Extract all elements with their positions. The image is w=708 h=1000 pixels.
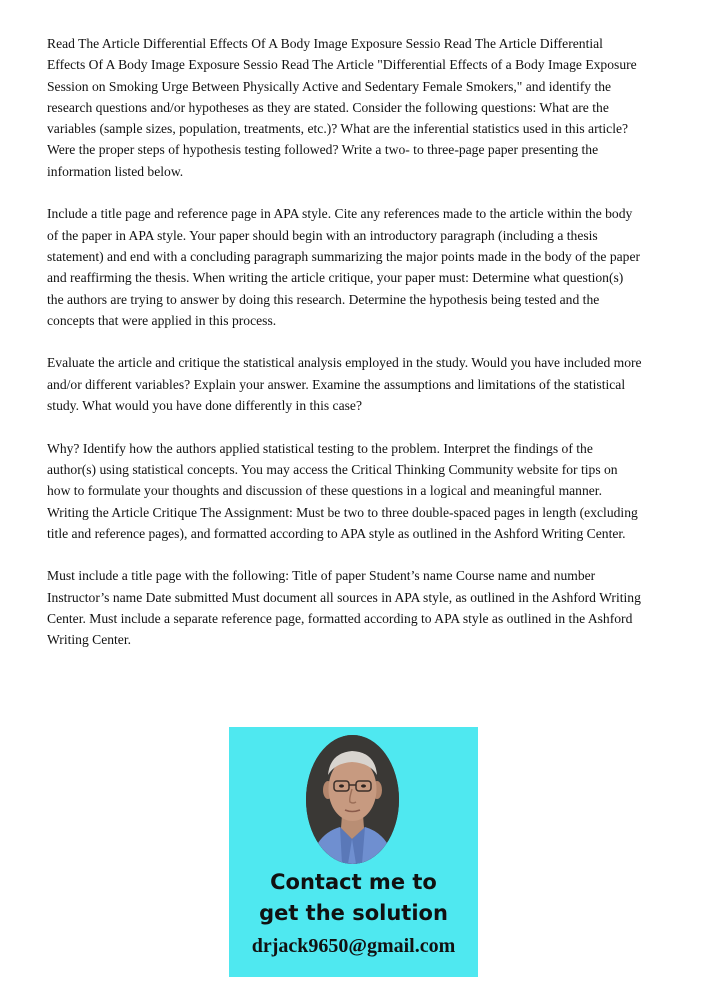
document-body [47,33,643,672]
paragraph-1: Read The Article Differential Effects Of A Body Image Exposure Sessio Read The Article Differential Effects Of A Body Image Exposure Sessio Read The Article "Differential Effects of a Body Image Exposure Session on Smoking Urge Between Physically Active and Sedentary Female Smokers," and identify the research questions and/or hypotheses as they are stated. Consider the following questions: What are the variables (sample sizes, population, treatments, etc.)? What are the inferential statistics used in this article? Were the proper steps of hypothesis testing followed? Write a two- to three-page paper presenting the information listed below. [47,36,637,179]
contact-banner[interactable] [229,727,478,977]
portrait-photo [306,735,399,864]
paragraph-3: Evaluate the article and critique the statistical analysis employed in the study. Would you have included more and/or different variables? Explain your answer. Examine the assumptions and limitations of the statistical study. What would you have done differently in this case? [47,355,642,414]
contact-email[interactable]: drjack9650@gmail.com [251,935,456,957]
contact-heading-line2: get the solution [259,901,448,925]
paragraph-5: Must include a title page with the following: Title of paper Student’s name Course name and number Instructor’s name Date submitted Must document all sources in APA style, as outlined in the Ashford Writing Center. Must include a separate reference page, formatted according to APA style as outlined in the Ashford Writing Center. [47,568,641,648]
paragraph-4: Why? Identify how the authors applied statistical testing to the problem. Interpret the findings of the author(s) using statistical concepts. You may access the Critical Thinking Community website for tips on how to formulate your thoughts and discussion of these questions in a logical and meaningful manner. Writing the Article Critique The Assignment: Must be two to three double-spaced pages in length (excluding title and reference pages), and formatted according to APA style as outlined in the Ashford Writing Center. [47,440,638,541]
contact-heading-line1: Contact me to [270,870,437,894]
paragraph-2: Include a title page and reference page in APA style. Cite any references made to the article within the body of the paper in APA style. Your paper should begin with an introductory paragraph (including a thesis statement) and end with a concluding paragraph summarizing the major points made in the body of the paper and reaffirming the thesis. When writing the article critique, your paper must: Determine what question(s) the authors are trying to answer by doing this research. Determine the hypothesis being tested and the concepts that were applied in this process. [47,206,641,328]
